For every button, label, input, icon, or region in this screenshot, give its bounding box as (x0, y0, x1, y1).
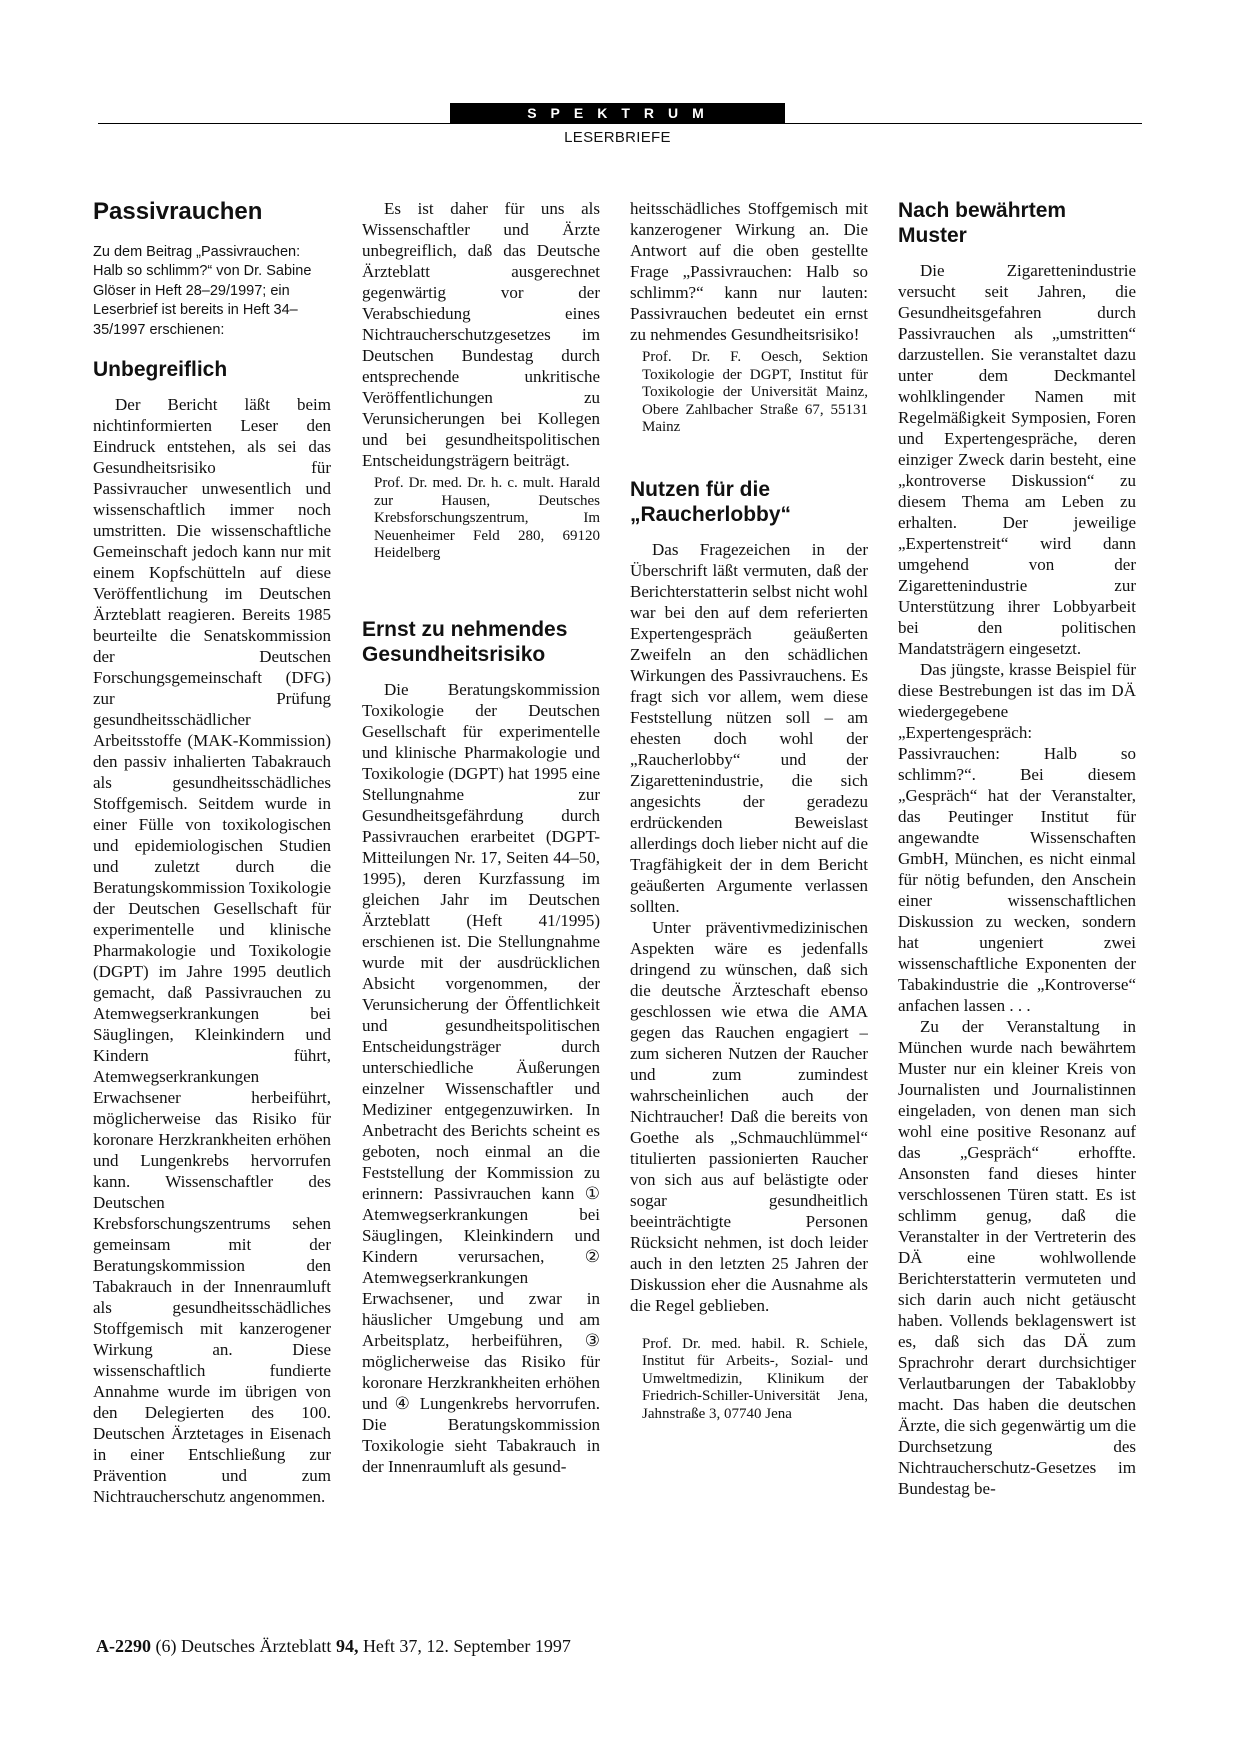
letter-paragraph: Zu der Veranstaltung in München wurde nach bewährtem Muster nur ein kleiner Kreis von Journalisten und Journalistinnen eingeladen, von denen man sich wohl eine positive Resonanz auf das „Gespräch“ erhoffte. Ansonsten fand dieses hinter verschlossenen Türen statt. Es ist schlimm genug, daß die Veranstalter in der Vertreterin des DÄ eine wohlwollende Berichterstatterin vermuteten und sich darin auch nicht getäuscht haben. Vollends beklagenswert ist es, daß sich das DÄ zum Sprachrohr derart durchsichtiger Verlautbarungen der Tabaklobby macht. Das haben die deutschen Ärzte, die sich gegenwärtig um die Durchsetzung des Nichtraucherschutz-Gesetzes im Bundestag be- (898, 1017, 1136, 1499)
spacer (362, 563, 600, 617)
letter-heading-unbegreiflich: Unbegreiflich (93, 357, 228, 381)
letter-paragraph: Es ist daher für uns als Wissenschaftler und Ärzte unbegreiflich, daß das Deutsche Ärzteblatt ausgerechnet gegenwärtig vor der Verabschiedung eines Nichtraucherschutzgesetzes im Deutschen Bundestag durch entsprechende unkritische Veröffentlichungen zu Verunsicherungen bei Kollegen und bei gesundheitspolitischen Entscheidungsträgern beiträgt. (362, 199, 600, 470)
spacer (630, 1316, 868, 1332)
article-intro: Zu dem Beitrag „Passivrauchen: Halb so schlimm?“ von Dr. Sabine Glöser in Heft 28–29/1997; ein Leserbrief ist bereits in Heft 34–35/1997 erschienen: (93, 243, 312, 339)
letter-paragraph: Das Fragezeichen in der Überschrift läßt vermuten, daß der Berichterstatterin selbst nicht wohl war bei den auf dem referierten Expertengespräch geäußerten Zweifeln an den schädlichen Wirkungen des Passivrauchens. Es fragt sich vor allem, wem diese Feststellung nützen soll – am ehesten doch wohl der „Raucherlobby“ und der Zigarettenindustrie, die sich angesichts der geradezu erdrückenden Beweislast allerdings doch lieber nicht auf die Tragfähigkeit der in dem Bericht geäußerten Argumente verlassen sollten. (630, 539, 868, 916)
header-rule (98, 123, 1142, 124)
letter-signature: Prof. Dr. F. Oesch, Sektion Toxikologie der DGPT, Institut für Toxikologie der Universität Mainz, Obere Zahlbacher Straße 67, 55131 Mainz (642, 349, 868, 435)
letter-paragraph: Das jüngste, krasse Beispiel für diese Bestrebungen ist das im DÄ wiedergegebene „Expertengespräch: Passivrauchen: Halb so schlimm?“. Bei diesem „Gespräch“ hat der Veranstalter, das Peutinger Institut für angewandte Wissenschaften GmbH, München, es nicht einmal für nötig befunden, den Anschein einer wissenschaftlichen Diskussion zu wecken, sondern hat ungeniert zwei wissenschaftliche Exponenten der Tabakindustrie die „Kontroverse“ anfachen lassen . . . (898, 660, 1136, 1016)
letter-signature: Prof. Dr. med. Dr. h. c. mult. Harald zur Hausen, Deutsches Krebsforschungszentrum, Im Neuenheimer Feld 280, 69120 Heidelberg (374, 475, 600, 561)
subsection-label: LESERBRIEFE (564, 129, 671, 146)
article-title: Passivrauchen (93, 198, 263, 225)
letter-paragraph: Der Bericht läßt beim nichtinformierten Leser den Eindruck entstehen, als sei das Gesundheitsrisiko für Passivraucher unwesentlich und wissenschaftlich immer noch umstritten. Die wissenschaftliche Gemeinschaft jedoch kann nur mit einem Kopfschütteln auf diese Veröffentlichung im Deutschen Ärzteblatt reagieren. Bereits 1985 beurteilte die Senatskommission der Deutschen Forschungsgemeinschaft (DFG) zur Prüfung gesundheitsschädlicher Arbeitsstoffe (MAK-Kommission) den passiv inhalierten Tabakrauch als gesundheitsschädliches Stoffgemisch. Seitdem wurde in einer Fülle von toxikologischen und epidemiologischen Studien und zuletzt durch die Beratungskommission Toxikologie der Deutschen Gesellschaft für experimentelle und klinische Pharmakologie und Toxikologie (DGPT) im Jahre 1995 deutlich gemacht, daß Passivrauchen zu Atemwegserkrankungen bei Säuglingen, Kleinkindern und Kindern führt, Atemwegserkrankungen Erwachsener herbeiführt, möglicherweise das Risiko für koronare Herzkrankheiten erhöhen und Lungenkrebs hervorrufen kann. Wissenschaftler des Deutschen Krebsforschungszentrums sehen gemeinsam mit der Beratungskommission den Tabakrauch in der Innenraumluft als gesundheitsschädliches Stoffgemisch mit kanzerogener Wirkung an. Diese wissenschaftlich fundierte Annahme wurde im übrigen von den Delegierten des 100. Deutschen Ärztetages in Eisenach in einer Entschließung zur Prävention und zum Nichtraucherschutz angenommen. (93, 394, 331, 1506)
column-3 (630, 198, 868, 1618)
letter-paragraph: heitsschädliches Stoffgemisch mit kanzerogener Wirkung an. Die Antwort auf die oben gestellte Frage „Passivrauchen: Halb so schlimm?“ kann nur lauten: Passivrauchen bedeutet ein ernst zu nehmendes Gesundheitsrisiko! (630, 199, 868, 344)
footer-journal: (6) Deutsches Ärzteblatt (155, 1636, 332, 1656)
letter-paragraph: Die Beratungskommission Toxikologie der Deutschen Gesellschaft für experimentelle und klinische Pharmakologie und Toxikologie (DGPT) hat 1995 eine Stellungnahme zur Gesundheitsgefährdung durch Passivrauchen erarbeitet (DGPT-Mitteilungen Nr. 17, Seiten 44–50, 1995), deren Kurzfassung im gleichen Jahr im Deutschen Ärzteblatt (Heft 41/1995) erschienen ist. Die Stellungnahme wurde mit der ausdrücklichen Absicht vorgenommen, der Verunsicherung der Öffentlichkeit und gesundheitspolitischen Entscheidungsträger durch unterschiedliche Äußerungen einzelner Wissenschaftler und Mediziner entgegenzuwirken. In Anbetracht des Berichts scheint es geboten, noch einmal an die Feststellung der Kommission zu erinnern: Passivrauchen kann ① Atemwegserkrankungen bei Säuglingen, Kleinkindern und Kindern verursachen, ② Atemwegserkrankungen Erwachsener, und zwar in häuslicher Umgebung und am Arbeitsplatz, herbeiführen, ③ möglicherweise das Risiko für koronare Herzkrankheiten erhöhen und ④ Lungenkrebs hervorrufen. Die Beratungskommission Toxikologie sieht Tabakrauch in der Innenraumluft als gesund- (362, 679, 600, 1476)
letter-heading-nutzen: Nutzen für die „Raucherlobby“ (630, 477, 792, 526)
letter-paragraph: Die Zigarettenindustrie versucht seit Jahren, die Gesundheitsgefahren durch Passivrauchen als „umstritten“ darzustellen. Sie veranstaltet dazu unter dem Deckmantel wohlklingender Namen mit Regelmäßigkeit Symposien, Foren und Expertengespräche, deren einziger Zweck darin besteht, eine „kontroverse Diskussion“ zu diesem Thema am Leben zu erhalten. Der jeweilige „Expertenstreit“ wird dann umgehend von der Zigarettenindustrie zur Unterstützung ihrer Lobbyarbeit bei den politischen Mandatsträgern eingesetzt. (898, 261, 1136, 659)
column-4 (898, 198, 1136, 1618)
column-2 (362, 198, 600, 1618)
section-label: SPEKTRUM (450, 103, 785, 124)
page-number: A-2290 (96, 1636, 151, 1656)
footer-issue: Heft 37, 12. September 1997 (362, 1636, 571, 1656)
letter-heading-ernst: Ernst zu nehmendes Gesundheitsrisiko (362, 617, 568, 666)
column-1 (93, 198, 331, 1618)
letter-paragraph: Unter präventivmedizinischen Aspekten wäre es jedenfalls dringend zu wünschen, daß sich die deutsche Ärzteschaft ebenso geschlossen wie etwa die AMA gegen das Rauchen engagiert – zum sicheren Nutzen der Raucher und zum zumindest wahrscheinlichen auch der Nichtraucher! Daß die bereits von Goethe als „Schmauchlümmel“ titulierten passionierten Raucher von sich aus auf belästigte oder sogar gesundheitlich beeinträchtigte Personen Rücksicht nehmen, ist doch leider auch in den letzten 25 Jahren der Diskussion eher die Ausnahme als die Regel geblieben. (630, 917, 868, 1315)
page-footer (96, 1636, 571, 1657)
letter-signature: Prof. Dr. med. habil. R. Schiele, Institut für Arbeits-, Sozial- und Umweltmedizin, Klinikum der Friedrich-Schiller-Universität Jena, Jahnstraße 3, 07740 Jena (642, 1335, 868, 1422)
footer-volume: 94, (335, 1636, 359, 1656)
spacer (630, 437, 868, 477)
letter-heading-muster: Nach bewährtem Muster (898, 199, 1067, 248)
